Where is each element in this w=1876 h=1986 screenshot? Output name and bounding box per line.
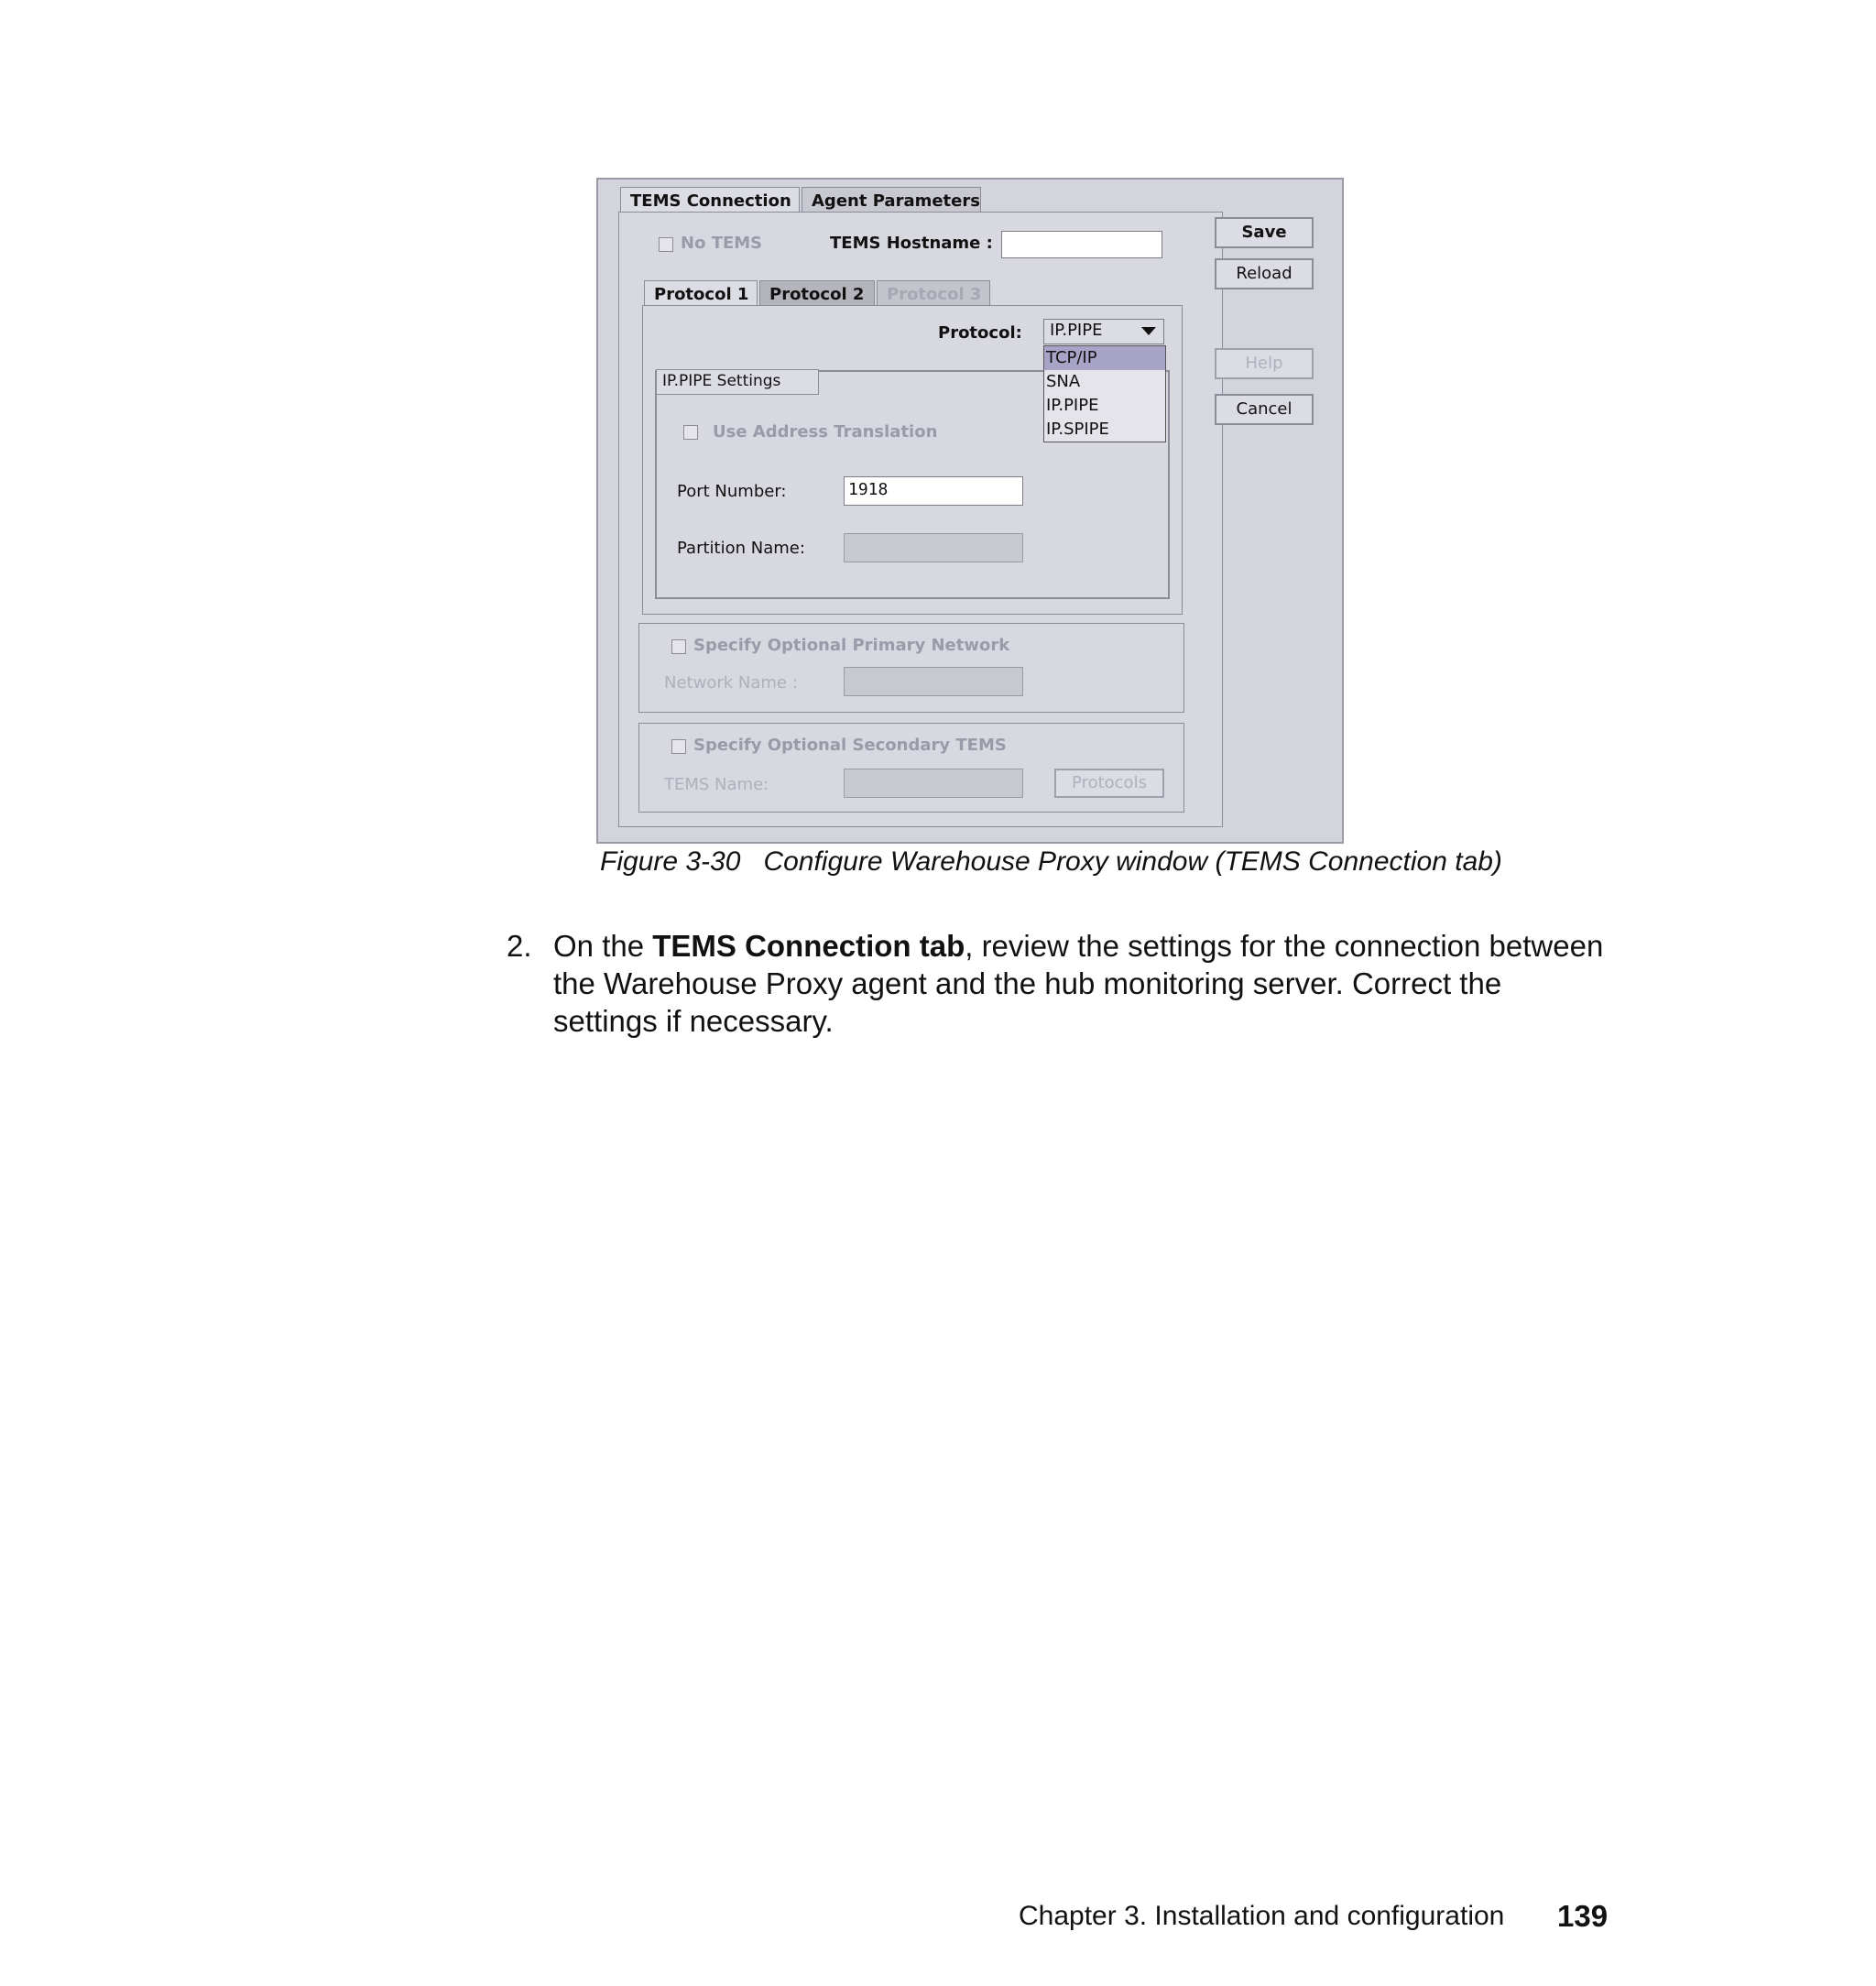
tems-hostname-input[interactable]: [1001, 231, 1162, 258]
tems-name-label: TEMS Name:: [664, 775, 769, 794]
cancel-button[interactable]: Cancel: [1215, 394, 1314, 425]
page-number: 139: [1557, 1899, 1609, 1933]
tab-tems-connection[interactable]: TEMS Connection: [620, 187, 800, 213]
step-suffix: , review the settings for the connection between the Warehouse Proxy agent and the hub monitoring server. Correct the settings if necessary.: [553, 929, 1604, 1038]
no-tems-checkbox[interactable]: [659, 237, 673, 252]
network-name-input[interactable]: [844, 667, 1023, 696]
secondary-tems-checkbox[interactable]: [671, 739, 686, 754]
no-tems-label: No TEMS: [681, 234, 763, 253]
footer-chapter-title: Chapter 3. Installation and configuration: [1019, 1901, 1505, 1931]
primary-network-label: Specify Optional Primary Network: [693, 636, 1010, 655]
ip-pipe-settings-title: IP.PIPE Settings: [656, 369, 819, 395]
dropdown-option-sna[interactable]: SNA: [1046, 372, 1081, 391]
step-prefix: On the: [553, 929, 653, 963]
primary-network-checkbox[interactable]: [671, 639, 686, 654]
partition-name-label: Partition Name:: [677, 539, 805, 558]
tems-hostname-label: TEMS Hostname :: [830, 234, 993, 253]
network-name-label: Network Name :: [664, 673, 798, 693]
figure-number: Figure 3-30: [600, 846, 741, 877]
step-number: 2.: [507, 929, 532, 963]
tems-name-input[interactable]: [844, 769, 1023, 798]
protocol-select[interactable]: [1043, 319, 1164, 344]
protocol-label: Protocol:: [938, 323, 1022, 343]
tab-protocol-3: Protocol 3: [877, 280, 990, 306]
tab-protocol-1[interactable]: Protocol 1: [644, 280, 758, 306]
dropdown-option-ip-spipe[interactable]: IP.SPIPE: [1046, 420, 1109, 439]
protocols-button[interactable]: Protocols: [1054, 769, 1164, 798]
figure-caption-text: Configure Warehouse Proxy window (TEMS Connection tab): [763, 846, 1502, 877]
port-number-label: Port Number:: [677, 482, 787, 501]
configure-warehouse-proxy-screenshot: [596, 178, 1344, 844]
save-button[interactable]: Save: [1215, 217, 1314, 248]
tab-agent-parameters[interactable]: Agent Parameters: [802, 187, 981, 213]
partition-name-input[interactable]: [844, 533, 1023, 562]
tab-protocol-2[interactable]: Protocol 2: [759, 280, 875, 306]
step-text: [553, 927, 1607, 1040]
dropdown-option-tcpip[interactable]: TCP/IP: [1044, 346, 1165, 370]
figure-caption: [600, 846, 1502, 878]
use-address-translation-label: Use Address Translation: [713, 422, 938, 442]
protocol-dropdown-list: [1043, 345, 1166, 442]
use-address-translation-checkbox[interactable]: [683, 425, 698, 440]
port-number-input[interactable]: 1918: [844, 476, 1023, 506]
reload-button[interactable]: Reload: [1215, 258, 1314, 289]
step-bold: TEMS Connection tab: [652, 929, 965, 963]
dropdown-option-ip-pipe[interactable]: IP.PIPE: [1046, 396, 1099, 415]
protocol-selected-value: IP.PIPE: [1050, 321, 1103, 340]
secondary-tems-label: Specify Optional Secondary TEMS: [693, 736, 1007, 755]
chevron-down-icon: [1141, 327, 1156, 336]
help-button[interactable]: Help: [1215, 348, 1314, 379]
